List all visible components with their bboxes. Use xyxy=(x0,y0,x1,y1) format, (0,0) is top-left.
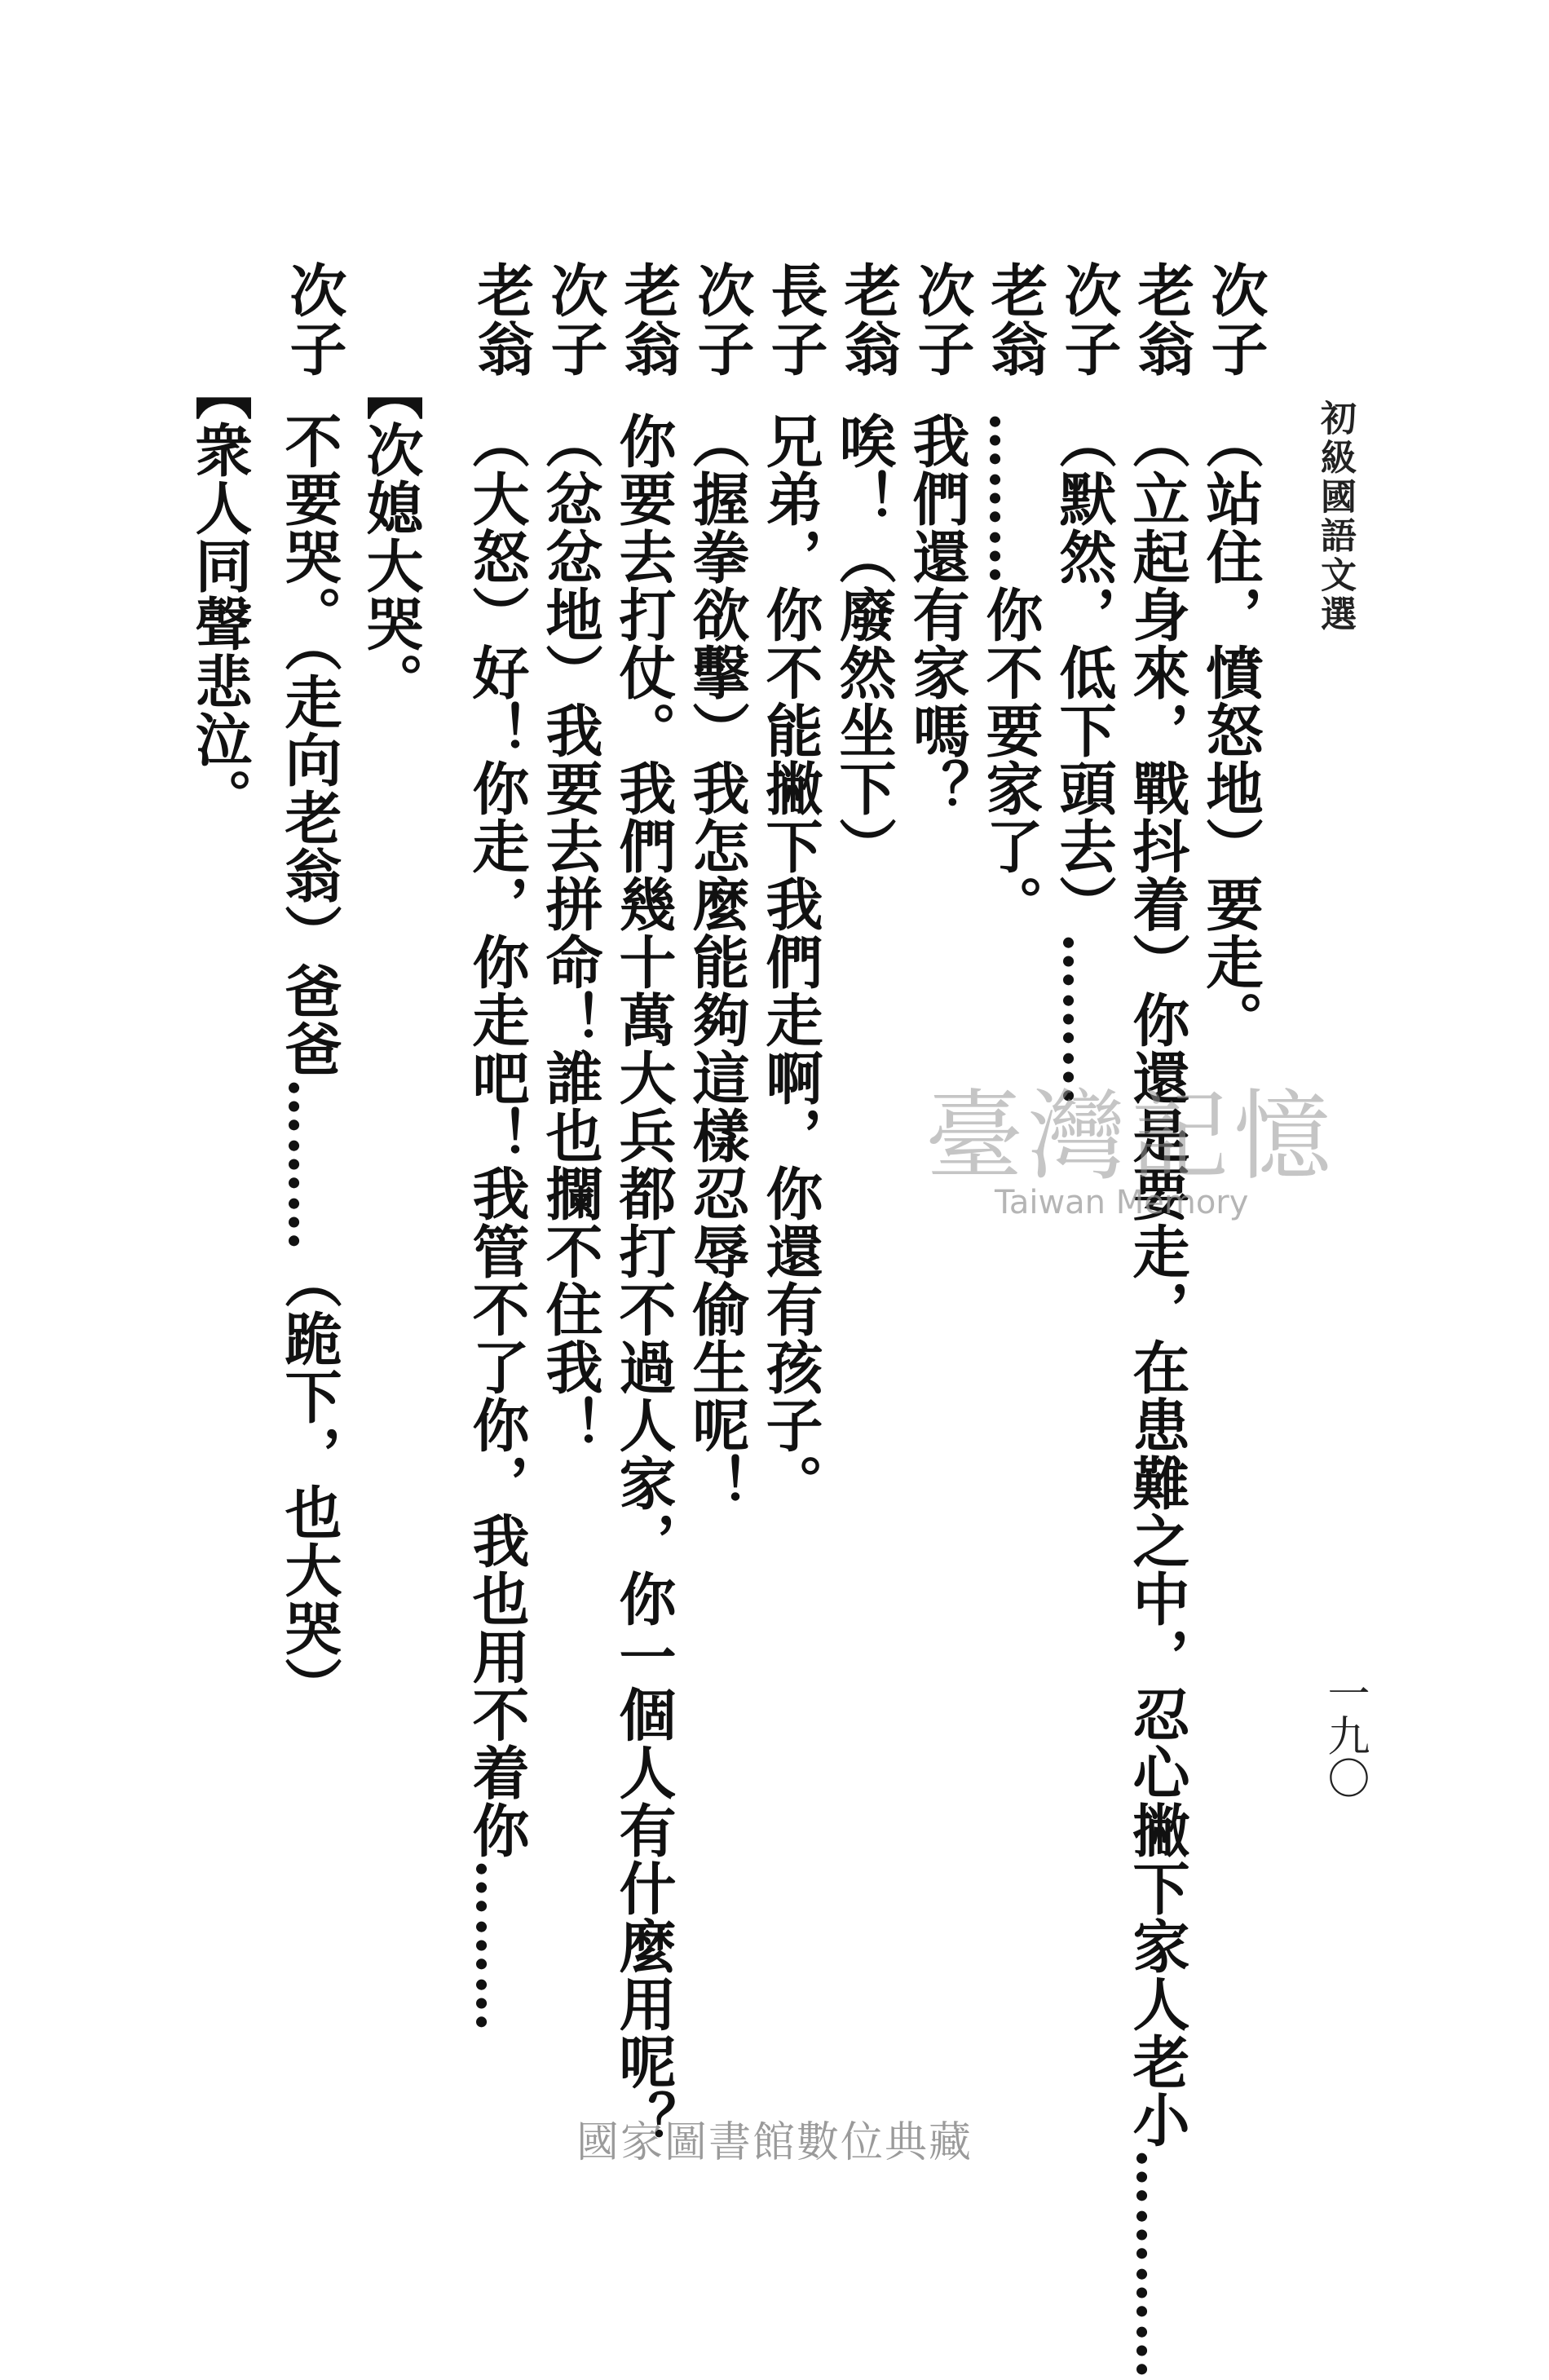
stage-direction-text: 【衆人同聲悲泣。 xyxy=(186,363,254,826)
speaker-name: 老翁 xyxy=(468,261,536,378)
taiwan-memory-watermark xyxy=(925,1080,1336,1221)
speech-text: ………你不要家了。 xyxy=(977,412,1044,933)
speaker-name: 長子 xyxy=(761,261,829,378)
speaker-name: 老翁 xyxy=(1128,261,1196,378)
page-number: 一九〇 xyxy=(1320,1671,1369,1799)
dialogue-line xyxy=(685,261,758,1892)
speech-text: （握拳欲擊）我怎麼能夠這樣忍辱偷生呢！ xyxy=(683,412,751,1512)
stage-direction xyxy=(359,261,432,1892)
dialogue-line xyxy=(1198,261,1272,1892)
dialogue-line xyxy=(277,261,351,1892)
speech-text: 唉！（廢然坐下） xyxy=(830,412,898,875)
library-footer: 國家圖書館數位典藏 xyxy=(576,2118,973,2167)
speaker-name: 次子 xyxy=(541,261,609,378)
speech-text: 不要哭。（走向老翁）爸爸………（跪下，也大哭） xyxy=(276,412,343,1715)
speech-text: 兄弟，你不能撇下我們走啊，你還有孩子。 xyxy=(757,412,824,1512)
speaker-name: 次子 xyxy=(908,261,976,378)
speech-text: （立起身來，戰抖着）你還是要走，在患難之中，忍心撇下家人老小………… xyxy=(1123,412,1191,2380)
dialogue-line xyxy=(1123,261,1198,2380)
speech-text: （忿忿地）我要去拼命！誰也攔不住我！ xyxy=(536,412,604,1454)
speech-text: （站住，憤怒地）要走。 xyxy=(1197,412,1264,1049)
dialogue-line xyxy=(832,261,905,1892)
speaker-name: 老翁 xyxy=(982,261,1049,378)
speaker-name: 次子 xyxy=(1202,261,1269,378)
speech-text: （大怒）好！你走，你走吧！我管不了你，我也用不着你……… xyxy=(463,412,531,2033)
dialogue-line xyxy=(538,261,611,1892)
dialogue-line xyxy=(610,261,685,2148)
speaker-name: 次子 xyxy=(688,261,756,378)
speaker-name: 老翁 xyxy=(615,261,682,378)
dialogue-line xyxy=(905,261,978,1892)
book-title: 初級國語文選 xyxy=(1314,400,1356,634)
stage-direction xyxy=(188,261,261,1892)
speaker-name: 老翁 xyxy=(835,261,902,378)
dialogue-line xyxy=(758,261,832,1892)
dialogue-line xyxy=(463,261,538,2033)
speech-text: 你要去打仗。我們幾十萬大兵都打不過人家，你一個人有什麼用呢？ xyxy=(610,412,677,2148)
stage-direction-text: 【次媳大哭。 xyxy=(357,363,425,710)
speaker-name: 次子 xyxy=(1055,261,1123,378)
speaker-name: 次子 xyxy=(280,261,348,378)
speech-text: 我們還有家嗎？ xyxy=(903,412,971,817)
dialogue-line xyxy=(1052,261,1125,1892)
watermark-logo-text: 臺灣記憶 xyxy=(925,1080,1336,1194)
watermark-english-text: Taiwan Memory xyxy=(995,1184,1249,1221)
speech-text: （默然，低下頭去）……… xyxy=(1050,412,1118,1106)
dialogue-line xyxy=(978,261,1052,1892)
